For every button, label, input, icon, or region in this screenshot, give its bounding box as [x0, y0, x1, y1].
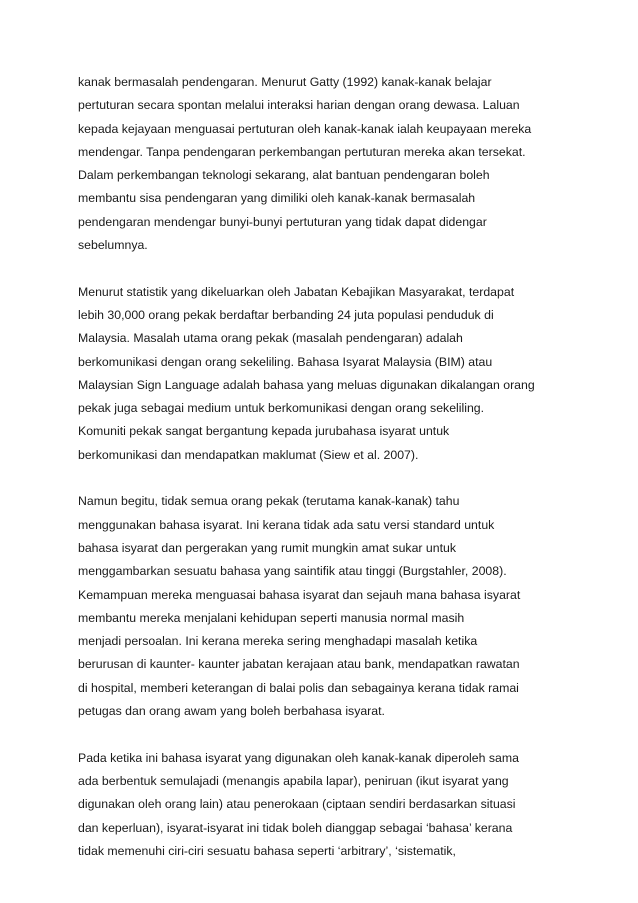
paragraph-4 — [78, 747, 568, 863]
text-line: lebih 30,000 orang pekak berdaftar berbanding 24 juta populasi penduduk di — [78, 307, 494, 322]
text-line: berkomunikasi dengan orang sekeliling. Bahasa Isyarat Malaysia (BIM) atau — [78, 354, 493, 369]
text-line: Komuniti pekak sangat bergantung kepada jurubahasa isyarat untuk — [78, 424, 450, 439]
paragraph-gap — [78, 257, 568, 280]
paragraph-gap — [78, 723, 568, 746]
paragraph-1 — [78, 71, 568, 257]
text-line: sebelumnya. — [78, 238, 148, 253]
text-line: mendengar. Tanpa pendengaran perkembangan pertuturan mereka akan tersekat. — [78, 144, 526, 159]
text-line: berkomunikasi dan mendapatkan maklumat (Siew et al. 2007). — [78, 447, 419, 462]
text-line: Kemampuan mereka menguasai bahasa isyarat dan sejauh mana bahasa isyarat — [78, 587, 521, 602]
paragraph-gap — [78, 467, 568, 490]
text-line: Namun begitu, tidak semua orang pekak (terutama kanak-kanak) tahu — [78, 494, 460, 509]
text-line: membantu sisa pendengaran yang dimiliki oleh kanak-kanak bermasalah — [78, 191, 476, 206]
text-line: Malaysian Sign Language adalah bahasa yang meluas digunakan dikalangan orang — [78, 377, 535, 392]
text-line: pendengaran mendengar bunyi-bunyi pertuturan yang tidak dapat didengar — [78, 214, 487, 229]
text-line: pertuturan secara spontan melalui interaksi harian dengan orang dewasa. Laluan — [78, 98, 520, 113]
paragraph-2 — [78, 281, 568, 467]
text-line: kanak bermasalah pendengaran. Menurut Gatty (1992) kanak-kanak belajar — [78, 75, 492, 89]
text-line: membantu mereka menjalani kehidupan seperti manusia normal masih — [78, 610, 465, 625]
text-line: menggunakan bahasa isyarat. Ini kerana tidak ada satu versi standard untuk — [78, 517, 495, 532]
text-line: pekak juga sebagai medium untuk berkomunikasi dengan orang sekeliling. — [78, 401, 485, 416]
text-line: Pada ketika ini bahasa isyarat yang digunakan oleh kanak-kanak diperoleh sama — [78, 750, 519, 765]
document-body — [78, 71, 568, 863]
text-line: di hospital, memberi keterangan di balai polis dan sebagainya kerana tidak ramai — [78, 680, 519, 695]
text-line: digunakan oleh orang lain) atau penerokaan (ciptaan sendiri berdasarkan situasi — [78, 797, 516, 812]
text-line: ada berbentuk semulajadi (menangis apabila lapar), peniruan (ikut isyarat yang — [78, 773, 509, 788]
text-line: Dalam perkembangan teknologi sekarang, alat bantuan pendengaran boleh — [78, 168, 490, 183]
text-line: bahasa isyarat dan pergerakan yang rumit mungkin amat sukar untuk — [78, 540, 456, 555]
text-line: dan keperluan), isyarat-isyarat ini tidak boleh dianggap sebagai ‘bahasa’ kerana — [78, 820, 513, 835]
text-line: Menurut statistik yang dikeluarkan oleh Jabatan Kebajikan Masyarakat, terdapat — [78, 284, 515, 299]
text-line: tidak memenuhi ciri-ciri sesuatu bahasa seperti ‘arbitrary’, ‘sistematik, — [78, 843, 456, 858]
text-line: menggambarkan sesuatu bahasa yang saintifik atau tinggi (Burgstahler, 2008). — [78, 564, 507, 579]
text-line: kepada kejayaan menguasai pertuturan oleh kanak-kanak ialah keupayaan mereka — [78, 121, 532, 136]
text-line: Malaysia. Masalah utama orang pekak (masalah pendengaran) adalah — [78, 331, 463, 346]
text-line: menjadi persoalan. Ini kerana mereka sering menghadapi masalah ketika — [78, 634, 478, 649]
text-line: berurusan di kaunter- kaunter jabatan kerajaan atau bank, mendapatkan rawatan — [78, 657, 520, 672]
text-line: petugas dan orang awam yang boleh berbahasa isyarat. — [78, 704, 385, 719]
paragraph-3 — [78, 490, 568, 723]
